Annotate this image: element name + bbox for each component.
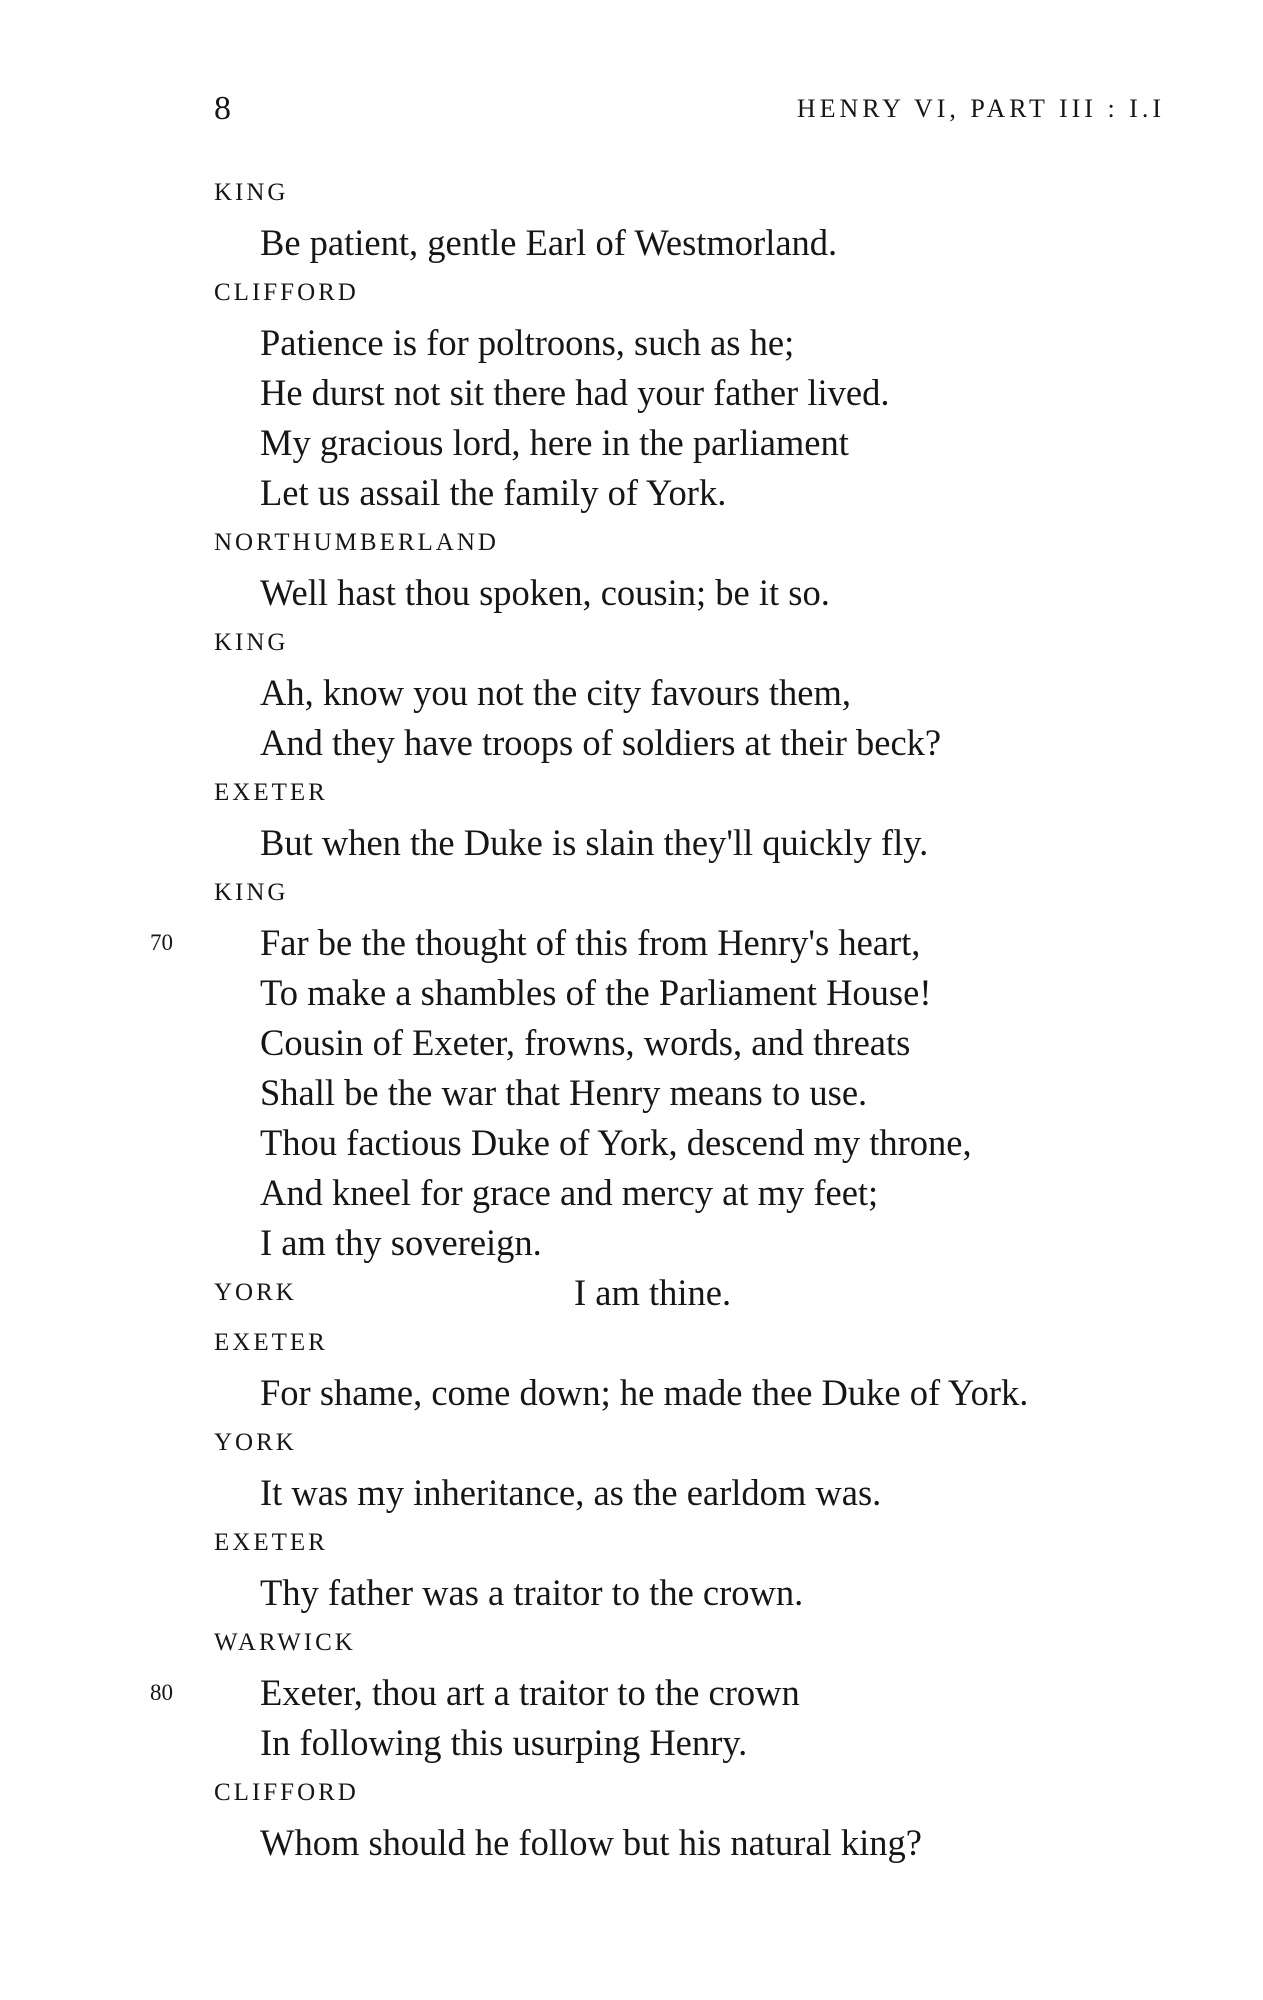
speaker-name: KING xyxy=(214,879,289,906)
verse-line: It was my inheritance, as the earldom was. xyxy=(260,1472,882,1513)
running-head xyxy=(214,87,1165,131)
speaker-name: KING xyxy=(214,179,289,206)
speaker-name: YORK xyxy=(214,1429,297,1456)
verse-row xyxy=(0,918,1263,968)
speech-prefix-row xyxy=(0,868,1263,918)
verse-line: Let us assail the family of York. xyxy=(260,472,727,513)
speech-prefix-row xyxy=(0,1318,1263,1368)
verse-line: To make a shambles of the Parliament House! xyxy=(260,972,932,1013)
verse-row xyxy=(0,318,1263,368)
verse-line: Cousin of Exeter, frowns, words, and threats xyxy=(260,1022,911,1063)
verse-row xyxy=(0,1068,1263,1118)
verse-line: And they have troops of soldiers at their beck? xyxy=(260,722,942,763)
speaker-name: NORTHUMBERLAND xyxy=(214,529,499,556)
verse-row xyxy=(0,1668,1263,1718)
verse-line: He durst not sit there had your father lived. xyxy=(260,372,890,413)
speech-prefix-row xyxy=(0,268,1263,318)
speaker-name: CLIFFORD xyxy=(214,279,359,306)
speech-prefix-row xyxy=(0,1418,1263,1468)
verse-row xyxy=(0,1168,1263,1218)
verse-row xyxy=(0,368,1263,418)
speech-prefix-row xyxy=(0,168,1263,218)
verse-line: I am thine. xyxy=(574,1272,732,1313)
speaker-name: EXETER xyxy=(214,779,328,806)
speaker-name: EXETER xyxy=(214,1329,328,1356)
speech-prefix-row xyxy=(0,1768,1263,1818)
speaker-name: EXETER xyxy=(214,1529,328,1556)
speaker-name: WARWICK xyxy=(214,1629,356,1656)
verse-line: Ah, know you not the city favours them, xyxy=(260,672,852,713)
speech-prefix-row xyxy=(0,518,1263,568)
speech-prefix-row xyxy=(0,618,1263,668)
verse-row xyxy=(0,1018,1263,1068)
speech-prefix-row xyxy=(0,1518,1263,1568)
verse-row xyxy=(0,818,1263,868)
verse-row xyxy=(0,1268,1263,1318)
verse-line: Be patient, gentle Earl of Westmorland. xyxy=(260,222,838,263)
verse-line: And kneel for grace and mercy at my feet; xyxy=(260,1172,879,1213)
verse-line: For shame, come down; he made thee Duke of York. xyxy=(260,1372,1029,1413)
verse-line: Far be the thought of this from Henry's heart, xyxy=(260,922,921,963)
verse-row xyxy=(0,1118,1263,1168)
speech-prefix-row xyxy=(0,1618,1263,1668)
verse-row xyxy=(0,1718,1263,1768)
verse-line: Whom should he follow but his natural king? xyxy=(260,1822,922,1863)
verse-row xyxy=(0,968,1263,1018)
play-text xyxy=(0,168,1263,1868)
verse-line: In following this usurping Henry. xyxy=(260,1722,748,1763)
speaker-name: YORK xyxy=(214,1279,297,1306)
running-title: HENRY VI, PART III : I.I xyxy=(796,94,1165,123)
speaker-name: KING xyxy=(214,629,289,656)
verse-row xyxy=(0,1568,1263,1618)
verse-row xyxy=(0,568,1263,618)
speech-prefix-row xyxy=(0,768,1263,818)
speaker-name: CLIFFORD xyxy=(214,1779,359,1806)
verse-row xyxy=(0,418,1263,468)
verse-line: My gracious lord, here in the parliament xyxy=(260,422,849,463)
verse-row xyxy=(0,718,1263,768)
verse-line: Thy father was a traitor to the crown. xyxy=(260,1572,804,1613)
verse-row xyxy=(0,1368,1263,1418)
verse-line: Well hast thou spoken, cousin; be it so. xyxy=(260,572,830,613)
page-number: 8 xyxy=(214,90,231,127)
verse-line: Shall be the war that Henry means to use. xyxy=(260,1072,868,1113)
verse-row xyxy=(0,668,1263,718)
verse-line: I am thy sovereign. xyxy=(260,1222,542,1263)
line-number: 80 xyxy=(150,1680,173,1705)
verse-row xyxy=(0,218,1263,268)
verse-row xyxy=(0,1468,1263,1518)
verse-line: Patience is for poltroons, such as he; xyxy=(260,322,795,363)
verse-line: But when the Duke is slain they'll quickly fly. xyxy=(260,822,929,863)
line-number: 70 xyxy=(150,930,173,955)
verse-row xyxy=(0,468,1263,518)
verse-row xyxy=(0,1218,1263,1268)
verse-row xyxy=(0,1818,1263,1868)
verse-line: Thou factious Duke of York, descend my throne, xyxy=(260,1122,972,1163)
verse-line: Exeter, thou art a traitor to the crown xyxy=(260,1672,800,1713)
